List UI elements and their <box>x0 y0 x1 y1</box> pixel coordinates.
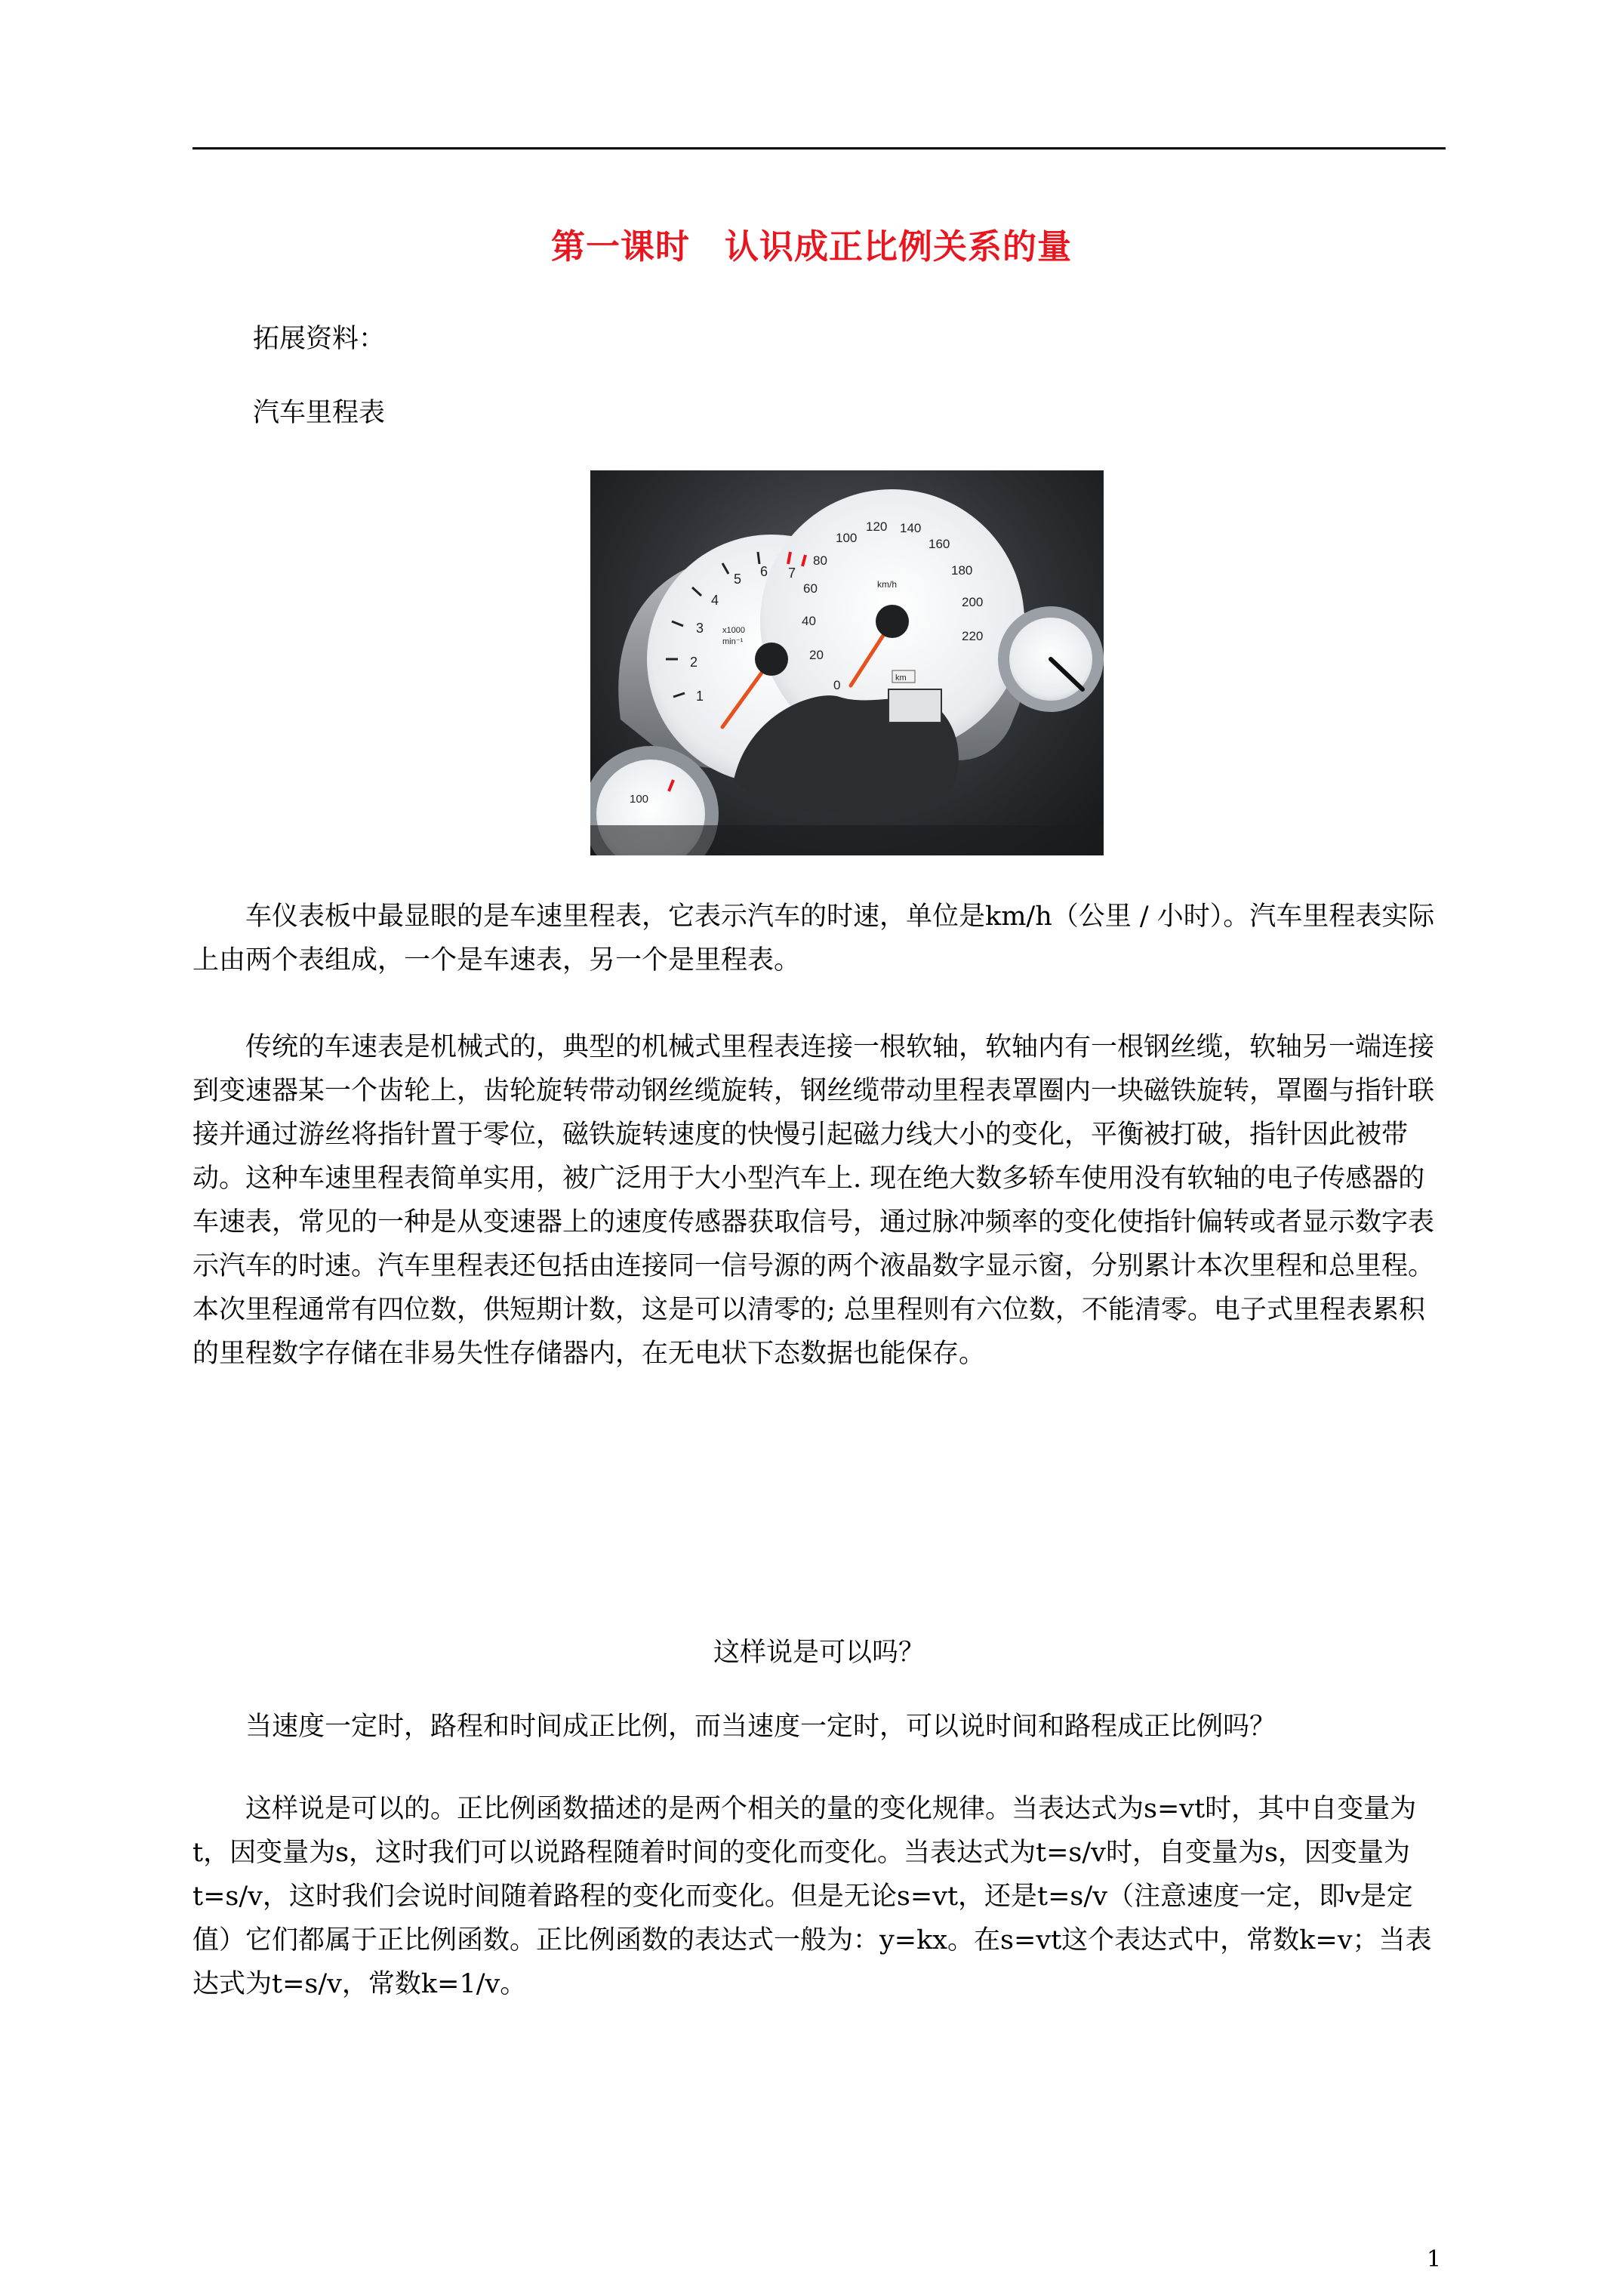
speed-tick-180: 180 <box>951 563 973 578</box>
speed-tick-220: 220 <box>962 629 984 643</box>
speed-tick-80: 80 <box>813 553 827 568</box>
instrument-cluster-illustration <box>590 470 1104 855</box>
small-gauge-label: 100 <box>630 793 649 806</box>
subheading: 这样说是可以吗？ <box>713 1638 925 1668</box>
speed-tick-20: 20 <box>809 648 824 662</box>
lesson-title: 第一课时 认识成正比例关系的量 <box>550 227 1072 267</box>
paragraph-1: 车仪表板中最显眼的是车速里程表，它表示汽车的时速，单位是km/h（公里 / 小时）。汽车里程表实际上由两个表组成，一个是车速表，另一个是里程表。 <box>192 901 1435 975</box>
odometer-display <box>888 689 941 723</box>
question-paragraph: 当速度一定时，路程和时间成正比例，而当速度一定时，可以说时间和路程成正比例吗？ <box>245 1712 1277 1742</box>
odometer-unit: km <box>895 673 907 683</box>
speed-tick-160: 160 <box>929 537 950 551</box>
speed-tick-40: 40 <box>802 614 816 628</box>
tach-tick-2: 2 <box>690 655 698 670</box>
speed-tick-0: 0 <box>833 678 841 692</box>
tach-tick-7: 7 <box>788 566 796 581</box>
tach-tick-6: 6 <box>760 564 768 579</box>
extension-label: 拓展资料： <box>253 324 386 354</box>
tach-unit-2: min⁻¹ <box>722 637 744 646</box>
tach-unit-1: x1000 <box>722 626 745 635</box>
speed-tick-140: 140 <box>900 521 922 535</box>
speed-hub <box>876 605 909 638</box>
speed-tick-200: 200 <box>962 595 984 609</box>
answer-paragraph: 这样说是可以的。正比例函数描述的是两个相关的量的变化规律。当表达式为s=vt时，其中自变量为t，因变量为s，这时我们可以说路程随着时间的变化而变化。当表达式为t=s/v时，自变量为s，因变量为t=s/v，这时我们会说时间随着路程的变化而变化。但是无论s=vt，还是t=s/v（注意速度一定，即v是定值）它们都属于正比例函数。正比例函数的表达式一般为：y=kx。在s=vt这个表达式中，常数k=v；当表达式为t=s/v，常数k=1/v。 <box>192 1794 1432 1999</box>
header-rule <box>192 147 1446 149</box>
tach-tick-3: 3 <box>696 621 704 636</box>
tach-tick-4: 4 <box>711 593 719 608</box>
tach-tick-5: 5 <box>734 572 742 587</box>
speed-tick-100: 100 <box>836 531 858 545</box>
speed-tick-120: 120 <box>866 519 888 534</box>
odometer-heading: 汽车里程表 <box>253 398 386 428</box>
speed-tick-60: 60 <box>803 581 818 596</box>
dashboard-photo <box>590 470 1104 855</box>
speed-unit: km/h <box>877 579 898 590</box>
page-number: 1 <box>1427 2246 1442 2273</box>
paragraph-2: 传统的车速表是机械式的，典型的机械式里程表连接一根软轴，软轴内有一根钢丝缆，软轴另一端连接到变速器某一个齿轮上，齿轮旋转带动钢丝缆旋转，钢丝缆带动里程表罩圈内一块磁铁旋转，罩圈与指针联接并通过游丝将指针置于零位，磁铁旋转速度的快慢引起磁力线大小的变化，平衡被打破，指针因此被带动。这种车速里程表简单实用，被广泛用于大小型汽车上. 现在绝大数多轿车使用没有软轴的电子传感器的车速表，常见的一种是从变速器上的速度传感器获取信号，通过脉冲频率的变化使指针偏转或者显示数字表示汽车的时速。汽车里程表还包括由连接同一信号源的两个液晶数字显示窗，分别累计本次里程和总里程。本次里程通常有四位数，供短期计数，这是可以清零的; 总里程则有六位数，不能清零。电子式里程表累积的里程数字存储在非易失性存储器内，在无电状下态数据也能保存。 <box>192 1032 1435 1369</box>
tach-tick-1: 1 <box>696 689 704 704</box>
tach-hub <box>755 643 788 676</box>
